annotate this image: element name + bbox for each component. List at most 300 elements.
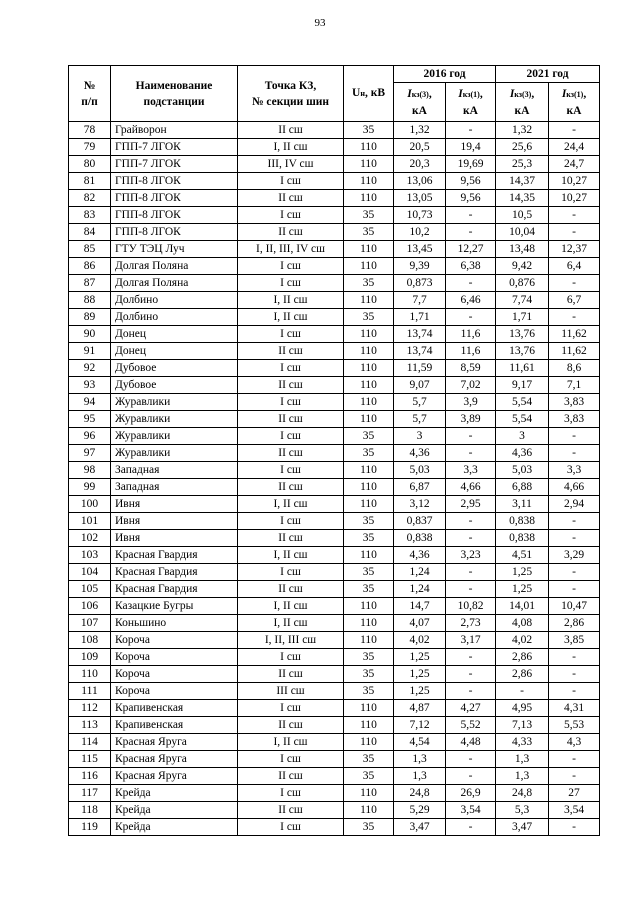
cell-substation-name: Западная [111,479,238,496]
cell-ik3-2021: 0,838 [496,513,549,530]
header-num: № п/п [69,66,111,122]
header-i1-2016: Iкз(1), кА [446,83,496,122]
cell-fault-point: I, II сш [238,309,344,326]
cell-voltage: 35 [344,224,394,241]
cell-fault-point: I сш [238,360,344,377]
cell-ik3-2016: 1,24 [394,581,446,598]
cell-substation-name: ГПП-8 ЛГОК [111,190,238,207]
table-row [69,326,600,343]
cell-ik1-2021: - [549,122,600,139]
cell-ik1-2016: 11,6 [446,326,496,343]
cell-substation-name: Короча [111,683,238,700]
cell-ik3-2021: 7,74 [496,292,549,309]
cell-fault-point: I, II сш [238,547,344,564]
cell-row-number: 90 [69,326,111,343]
cell-ik1-2016: - [446,530,496,547]
cell-ik1-2016: - [446,819,496,836]
cell-ik3-2016: 9,07 [394,377,446,394]
cell-ik1-2021: 10,47 [549,598,600,615]
cell-ik3-2021: 4,33 [496,734,549,751]
cell-ik3-2021: 0,838 [496,530,549,547]
cell-row-number: 106 [69,598,111,615]
cell-ik3-2016: 3 [394,428,446,445]
cell-ik3-2016: 14,7 [394,598,446,615]
cell-voltage: 110 [344,462,394,479]
cell-substation-name: Донец [111,343,238,360]
cell-ik3-2021: 4,02 [496,632,549,649]
table-body [69,122,600,836]
cell-ik3-2016: 5,03 [394,462,446,479]
cell-row-number: 82 [69,190,111,207]
cell-ik3-2021: 5,03 [496,462,549,479]
cell-ik3-2016: 13,74 [394,326,446,343]
cell-substation-name: Короча [111,666,238,683]
cell-ik3-2021: 3 [496,428,549,445]
cell-voltage: 35 [344,275,394,292]
cell-row-number: 111 [69,683,111,700]
cell-ik3-2016: 7,12 [394,717,446,734]
header-i3-2021: Iкз(3), кА [496,83,549,122]
cell-ik1-2021: 3,85 [549,632,600,649]
cell-row-number: 84 [69,224,111,241]
cell-ik3-2021: 4,36 [496,445,549,462]
cell-row-number: 107 [69,615,111,632]
cell-ik3-2021: 4,08 [496,615,549,632]
cell-row-number: 96 [69,428,111,445]
cell-voltage: 110 [344,479,394,496]
cell-voltage: 110 [344,190,394,207]
cell-ik3-2016: 4,07 [394,615,446,632]
cell-voltage: 110 [344,496,394,513]
cell-row-number: 99 [69,479,111,496]
cell-fault-point: II сш [238,666,344,683]
cell-voltage: 110 [344,802,394,819]
cell-ik3-2021: 9,42 [496,258,549,275]
cell-fault-point: III сш [238,683,344,700]
table-row [69,819,600,836]
cell-row-number: 91 [69,343,111,360]
cell-fault-point: II сш [238,717,344,734]
header-year-2021: 2021 год [496,66,600,83]
cell-ik3-2016: 9,39 [394,258,446,275]
cell-row-number: 104 [69,564,111,581]
cell-fault-point: II сш [238,581,344,598]
cell-row-number: 94 [69,394,111,411]
cell-fault-point: I сш [238,751,344,768]
cell-ik3-2021: 4,51 [496,547,549,564]
table-row [69,581,600,598]
table-row [69,207,600,224]
cell-ik1-2016: 11,6 [446,343,496,360]
cell-ik1-2021: - [549,275,600,292]
cell-ik3-2021: 7,13 [496,717,549,734]
cell-voltage: 35 [344,666,394,683]
cell-ik1-2016: 8,59 [446,360,496,377]
cell-ik1-2016: 9,56 [446,190,496,207]
cell-substation-name: Казацкие Бугры [111,598,238,615]
cell-ik1-2021: 24,7 [549,156,600,173]
cell-row-number: 116 [69,768,111,785]
cell-fault-point: I, II сш [238,496,344,513]
table-row [69,241,600,258]
cell-ik3-2021: 5,54 [496,394,549,411]
cell-fault-point: I сш [238,207,344,224]
cell-ik3-2021: 14,37 [496,173,549,190]
cell-fault-point: I сш [238,564,344,581]
cell-substation-name: Красная Яруга [111,734,238,751]
cell-fault-point: II сш [238,377,344,394]
cell-voltage: 110 [344,632,394,649]
table-row [69,445,600,462]
cell-voltage: 110 [344,241,394,258]
cell-voltage: 35 [344,309,394,326]
table-row [69,258,600,275]
cell-fault-point: III, IV сш [238,156,344,173]
cell-substation-name: Ивня [111,530,238,547]
cell-ik3-2016: 4,36 [394,445,446,462]
cell-ik1-2016: - [446,649,496,666]
cell-ik3-2021: 5,3 [496,802,549,819]
cell-voltage: 110 [344,377,394,394]
cell-ik3-2021: 2,86 [496,666,549,683]
cell-ik1-2021: - [549,666,600,683]
cell-ik3-2016: 1,24 [394,564,446,581]
cell-substation-name: Красная Яруга [111,751,238,768]
table-row [69,632,600,649]
cell-ik1-2021: 2,86 [549,615,600,632]
cell-ik1-2021: - [549,819,600,836]
table-row [69,802,600,819]
cell-ik3-2016: 1,3 [394,751,446,768]
cell-ik1-2021: - [549,564,600,581]
cell-ik3-2016: 1,25 [394,683,446,700]
cell-ik3-2016: 0,873 [394,275,446,292]
cell-ik1-2021: 6,7 [549,292,600,309]
table-row [69,530,600,547]
cell-ik1-2021: 3,83 [549,411,600,428]
cell-voltage: 35 [344,122,394,139]
cell-fault-point: I сш [238,700,344,717]
cell-ik3-2021: 6,88 [496,479,549,496]
cell-ik1-2016: 4,27 [446,700,496,717]
cell-ik1-2016: 3,89 [446,411,496,428]
table-row [69,751,600,768]
cell-ik1-2016: - [446,564,496,581]
cell-ik1-2021: - [549,751,600,768]
table-row [69,717,600,734]
cell-ik1-2021: - [549,309,600,326]
table-row [69,343,600,360]
table-row [69,666,600,683]
cell-ik1-2016: - [446,768,496,785]
table-row [69,411,600,428]
cell-ik1-2016: 19,69 [446,156,496,173]
table-row [69,309,600,326]
cell-voltage: 110 [344,598,394,615]
table-row [69,598,600,615]
cell-ik3-2016: 1,3 [394,768,446,785]
table-row [69,683,600,700]
cell-row-number: 102 [69,530,111,547]
cell-ik3-2016: 5,7 [394,394,446,411]
cell-ik1-2016: 3,23 [446,547,496,564]
table-row [69,190,600,207]
cell-voltage: 35 [344,649,394,666]
cell-fault-point: II сш [238,224,344,241]
cell-fault-point: I, II сш [238,139,344,156]
cell-ik1-2021: 10,27 [549,173,600,190]
cell-substation-name: Ивня [111,513,238,530]
cell-ik1-2021: - [549,649,600,666]
cell-substation-name: Долгая Поляна [111,275,238,292]
cell-ik3-2021: 13,76 [496,343,549,360]
cell-voltage: 110 [344,173,394,190]
table-row [69,275,600,292]
cell-voltage: 35 [344,564,394,581]
cell-ik3-2021: 1,71 [496,309,549,326]
cell-ik3-2016: 4,36 [394,547,446,564]
cell-ik1-2016: 4,66 [446,479,496,496]
cell-ik1-2016: - [446,309,496,326]
cell-substation-name: Ивня [111,496,238,513]
cell-voltage: 110 [344,326,394,343]
cell-fault-point: I, II сш [238,598,344,615]
cell-row-number: 83 [69,207,111,224]
cell-ik3-2016: 24,8 [394,785,446,802]
cell-fault-point: I сш [238,785,344,802]
cell-ik3-2021: 13,48 [496,241,549,258]
cell-ik3-2016: 4,87 [394,700,446,717]
cell-substation-name: Журавлики [111,394,238,411]
cell-ik3-2021: 1,3 [496,751,549,768]
cell-voltage: 110 [344,547,394,564]
cell-voltage: 110 [344,360,394,377]
cell-ik3-2021: 1,25 [496,564,549,581]
cell-fault-point: II сш [238,802,344,819]
cell-substation-name: Дубовое [111,360,238,377]
cell-substation-name: Крапивенская [111,700,238,717]
cell-ik3-2021: 1,32 [496,122,549,139]
cell-ik3-2016: 6,87 [394,479,446,496]
cell-substation-name: Долбино [111,309,238,326]
cell-ik3-2016: 13,06 [394,173,446,190]
cell-row-number: 110 [69,666,111,683]
cell-row-number: 113 [69,717,111,734]
cell-ik3-2021: 0,876 [496,275,549,292]
cell-fault-point: I сш [238,819,344,836]
cell-ik3-2016: 4,54 [394,734,446,751]
cell-ik3-2016: 13,05 [394,190,446,207]
cell-voltage: 35 [344,751,394,768]
cell-ik1-2016: 6,46 [446,292,496,309]
cell-ik3-2021: 5,54 [496,411,549,428]
cell-ik3-2021: 10,5 [496,207,549,224]
header-substation-name: Наименование подстанции [111,66,238,122]
cell-fault-point: I сш [238,173,344,190]
cell-row-number: 105 [69,581,111,598]
cell-fault-point: I, II сш [238,734,344,751]
cell-substation-name: ГПП-8 ЛГОК [111,173,238,190]
cell-fault-point: II сш [238,343,344,360]
cell-substation-name: ГТУ ТЭЦ Луч [111,241,238,258]
cell-ik1-2021: 12,37 [549,241,600,258]
cell-ik3-2016: 4,02 [394,632,446,649]
table-row [69,224,600,241]
cell-voltage: 110 [344,734,394,751]
cell-voltage: 110 [344,717,394,734]
cell-voltage: 110 [344,292,394,309]
cell-substation-name: Красная Гвардия [111,564,238,581]
cell-row-number: 117 [69,785,111,802]
cell-ik3-2021: 3,47 [496,819,549,836]
cell-row-number: 86 [69,258,111,275]
cell-substation-name: Короча [111,632,238,649]
cell-ik3-2016: 10,73 [394,207,446,224]
cell-ik3-2021: 3,11 [496,496,549,513]
cell-ik1-2021: 2,94 [549,496,600,513]
cell-ik1-2016: - [446,122,496,139]
cell-substation-name: Журавлики [111,445,238,462]
cell-ik3-2021: 24,8 [496,785,549,802]
cell-ik3-2016: 11,59 [394,360,446,377]
cell-fault-point: II сш [238,122,344,139]
cell-substation-name: Донец [111,326,238,343]
cell-row-number: 80 [69,156,111,173]
cell-ik1-2021: - [549,428,600,445]
cell-ik3-2021: 9,17 [496,377,549,394]
cell-substation-name: ГПП-7 ЛГОК [111,156,238,173]
cell-row-number: 103 [69,547,111,564]
cell-ik1-2021: 11,62 [549,326,600,343]
cell-ik1-2016: 26,9 [446,785,496,802]
cell-fault-point: I, II, III, IV сш [238,241,344,258]
cell-ik1-2021: - [549,530,600,547]
table-row [69,479,600,496]
cell-ik1-2021: 27 [549,785,600,802]
table-row [69,768,600,785]
cell-ik1-2021: 3,54 [549,802,600,819]
cell-voltage: 35 [344,768,394,785]
cell-row-number: 89 [69,309,111,326]
table-row [69,496,600,513]
cell-ik3-2016: 5,7 [394,411,446,428]
cell-ik1-2016: 2,73 [446,615,496,632]
cell-voltage: 35 [344,581,394,598]
cell-ik3-2021: 4,95 [496,700,549,717]
cell-row-number: 97 [69,445,111,462]
cell-ik1-2021: - [549,224,600,241]
cell-row-number: 115 [69,751,111,768]
table-header [69,66,600,122]
cell-ik1-2016: 12,27 [446,241,496,258]
cell-row-number: 87 [69,275,111,292]
cell-row-number: 100 [69,496,111,513]
cell-fault-point: I, II сш [238,292,344,309]
cell-ik1-2016: - [446,207,496,224]
cell-ik3-2016: 1,71 [394,309,446,326]
cell-ik3-2016: 10,2 [394,224,446,241]
cell-ik1-2016: - [446,751,496,768]
cell-ik3-2021: 2,86 [496,649,549,666]
cell-ik1-2021: 3,83 [549,394,600,411]
cell-row-number: 78 [69,122,111,139]
cell-substation-name: ГПП-8 ЛГОК [111,207,238,224]
cell-fault-point: I, II сш [238,615,344,632]
cell-ik1-2016: 10,82 [446,598,496,615]
cell-fault-point: I, II, III сш [238,632,344,649]
cell-ik1-2016: 9,56 [446,173,496,190]
cell-voltage: 35 [344,683,394,700]
cell-substation-name: Грайворон [111,122,238,139]
short-circuit-table [68,65,600,836]
cell-voltage: 35 [344,530,394,547]
header-i3-2016: Iкз(3), кА [394,83,446,122]
cell-substation-name: Долбино [111,292,238,309]
cell-fault-point: II сш [238,530,344,547]
cell-row-number: 109 [69,649,111,666]
table-row [69,649,600,666]
cell-voltage: 35 [344,428,394,445]
cell-ik3-2021: 25,6 [496,139,549,156]
cell-substation-name: Красная Гвардия [111,547,238,564]
cell-ik3-2016: 0,837 [394,513,446,530]
cell-ik1-2021: - [549,581,600,598]
table-row [69,734,600,751]
cell-voltage: 35 [344,207,394,224]
cell-ik3-2016: 7,7 [394,292,446,309]
cell-substation-name: Долгая Поляна [111,258,238,275]
cell-fault-point: II сш [238,445,344,462]
cell-row-number: 108 [69,632,111,649]
cell-voltage: 110 [344,785,394,802]
cell-fault-point: II сш [238,190,344,207]
cell-fault-point: I сш [238,275,344,292]
cell-substation-name: ГПП-7 ЛГОК [111,139,238,156]
cell-ik1-2016: - [446,581,496,598]
table-row [69,615,600,632]
cell-substation-name: Журавлики [111,411,238,428]
cell-ik3-2016: 1,25 [394,649,446,666]
cell-row-number: 119 [69,819,111,836]
table-row [69,513,600,530]
cell-voltage: 110 [344,615,394,632]
cell-row-number: 118 [69,802,111,819]
cell-ik1-2016: 6,38 [446,258,496,275]
header-i1-2021: Iкз(1), кА [549,83,600,122]
cell-fault-point: I сш [238,326,344,343]
cell-ik1-2016: - [446,666,496,683]
table-row [69,173,600,190]
cell-ik1-2016: - [446,445,496,462]
cell-ik1-2016: - [446,428,496,445]
cell-ik3-2021: 10,04 [496,224,549,241]
cell-ik1-2021: - [549,207,600,224]
table-row [69,564,600,581]
cell-ik3-2021: 1,25 [496,581,549,598]
table-row [69,377,600,394]
cell-row-number: 79 [69,139,111,156]
cell-row-number: 95 [69,411,111,428]
cell-fault-point: I сш [238,513,344,530]
cell-ik1-2021: - [549,513,600,530]
cell-voltage: 35 [344,513,394,530]
cell-ik3-2016: 13,74 [394,343,446,360]
cell-ik3-2016: 20,3 [394,156,446,173]
table-row [69,428,600,445]
cell-ik1-2021: 3,29 [549,547,600,564]
cell-substation-name: Коньшино [111,615,238,632]
table-row [69,139,600,156]
